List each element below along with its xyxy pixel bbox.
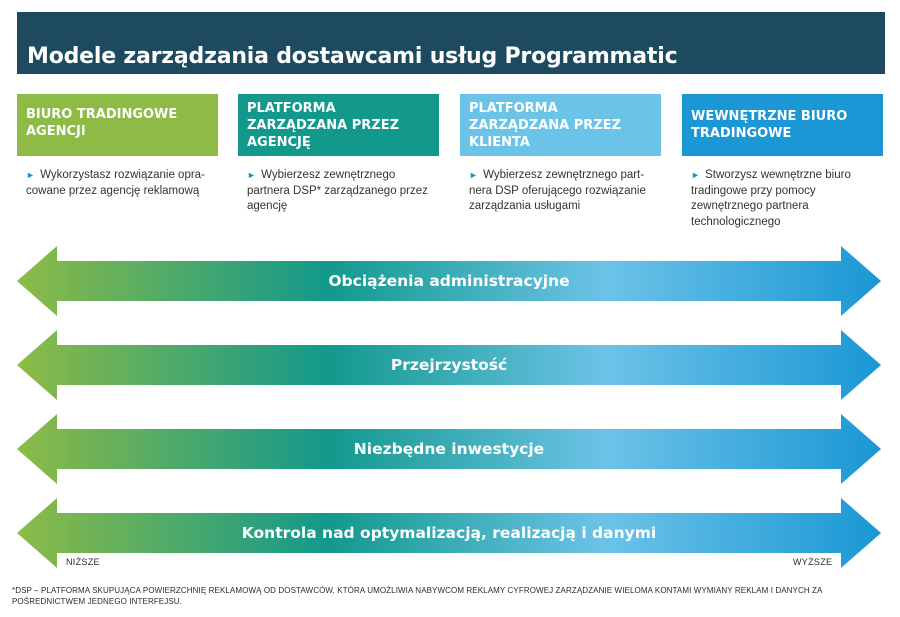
model-column-agency-managed-platform: [238, 94, 439, 215]
model-heading-box: [238, 94, 439, 156]
band-label: Przejrzystość: [390, 356, 508, 374]
model-description-text: Wybierzesz zewnętrznego part-nera DSP oferującego rozwiązanie zarządzania usługami: [469, 169, 646, 212]
model-heading-box: [460, 94, 661, 156]
band-label: Obciążenia administracyjne: [328, 272, 570, 290]
band-label: Kontrola nad optymalizacją, realizacją i danymi: [241, 524, 657, 542]
model-description-text: Wykorzystasz rozwiązanie opra-cowane przez agencję reklamową: [26, 169, 205, 197]
model-description-text: Wybierzesz zewnętrznego partnera DSP* zarządzanego przez agencję: [247, 169, 428, 212]
model-description: [238, 168, 439, 215]
model-heading-box: [682, 94, 883, 156]
model-heading: PLATFORMA ZARZĄDZANA PRZEZ KLIENTA: [469, 101, 622, 150]
model-description: [17, 168, 218, 199]
band-label: Niezbędne inwestycje: [353, 440, 545, 458]
arrow-bullet-icon: ►: [26, 170, 35, 180]
model-heading-box: [17, 94, 218, 156]
model-heading: WEWNĘTRZNE BIURO TRADINGOWE: [691, 109, 848, 141]
axis-low-label: NIŻSZE: [66, 557, 100, 567]
axis-high-label: WYŻSZE: [793, 557, 833, 567]
title-bar: [17, 12, 885, 74]
band-transparency: [17, 330, 881, 400]
model-description: [460, 168, 661, 215]
model-column-in-house-trading-desk: [682, 94, 883, 230]
model-heading: PLATFORMA ZARZĄDZANA PRZEZ AGENCJĘ: [247, 101, 400, 150]
arrow-bullet-icon: ►: [691, 170, 700, 180]
band-required-investment: [17, 414, 881, 484]
arrow-bullet-icon: ►: [247, 170, 256, 180]
footnote: *DSP – PLATFORMA SKUPUJĄCA POWIERZCHNIĘ REKLAMOWĄ OD DOSTAWCÓW, KTÓRA UMOŻLIWIA NABYWCOM REKLAMY CYFROWEJ ZARZĄDZANIE WIELOMA KONTAMI WYMIANY REKLAM I DANYCH ZA POŚREDNICTWEM JEDNEGO INTERFEJSU.: [12, 586, 823, 606]
band-control: [17, 498, 881, 568]
model-heading: BIURO TRADINGOWE AGENCJI: [26, 107, 178, 139]
model-description-text: Stworzysz wewnętrzne biuro tradingowe przy pomocy zewnętrznego partnera technologicznego: [691, 169, 851, 228]
model-column-agency-trading-desk: [17, 94, 218, 199]
model-column-client-managed-platform: [460, 94, 661, 215]
model-description: [682, 168, 883, 230]
page-title: Modele zarządzania dostawcami usług Programmatic: [27, 44, 678, 69]
arrow-bullet-icon: ►: [469, 170, 478, 180]
band-administrative-burden: [17, 246, 881, 316]
